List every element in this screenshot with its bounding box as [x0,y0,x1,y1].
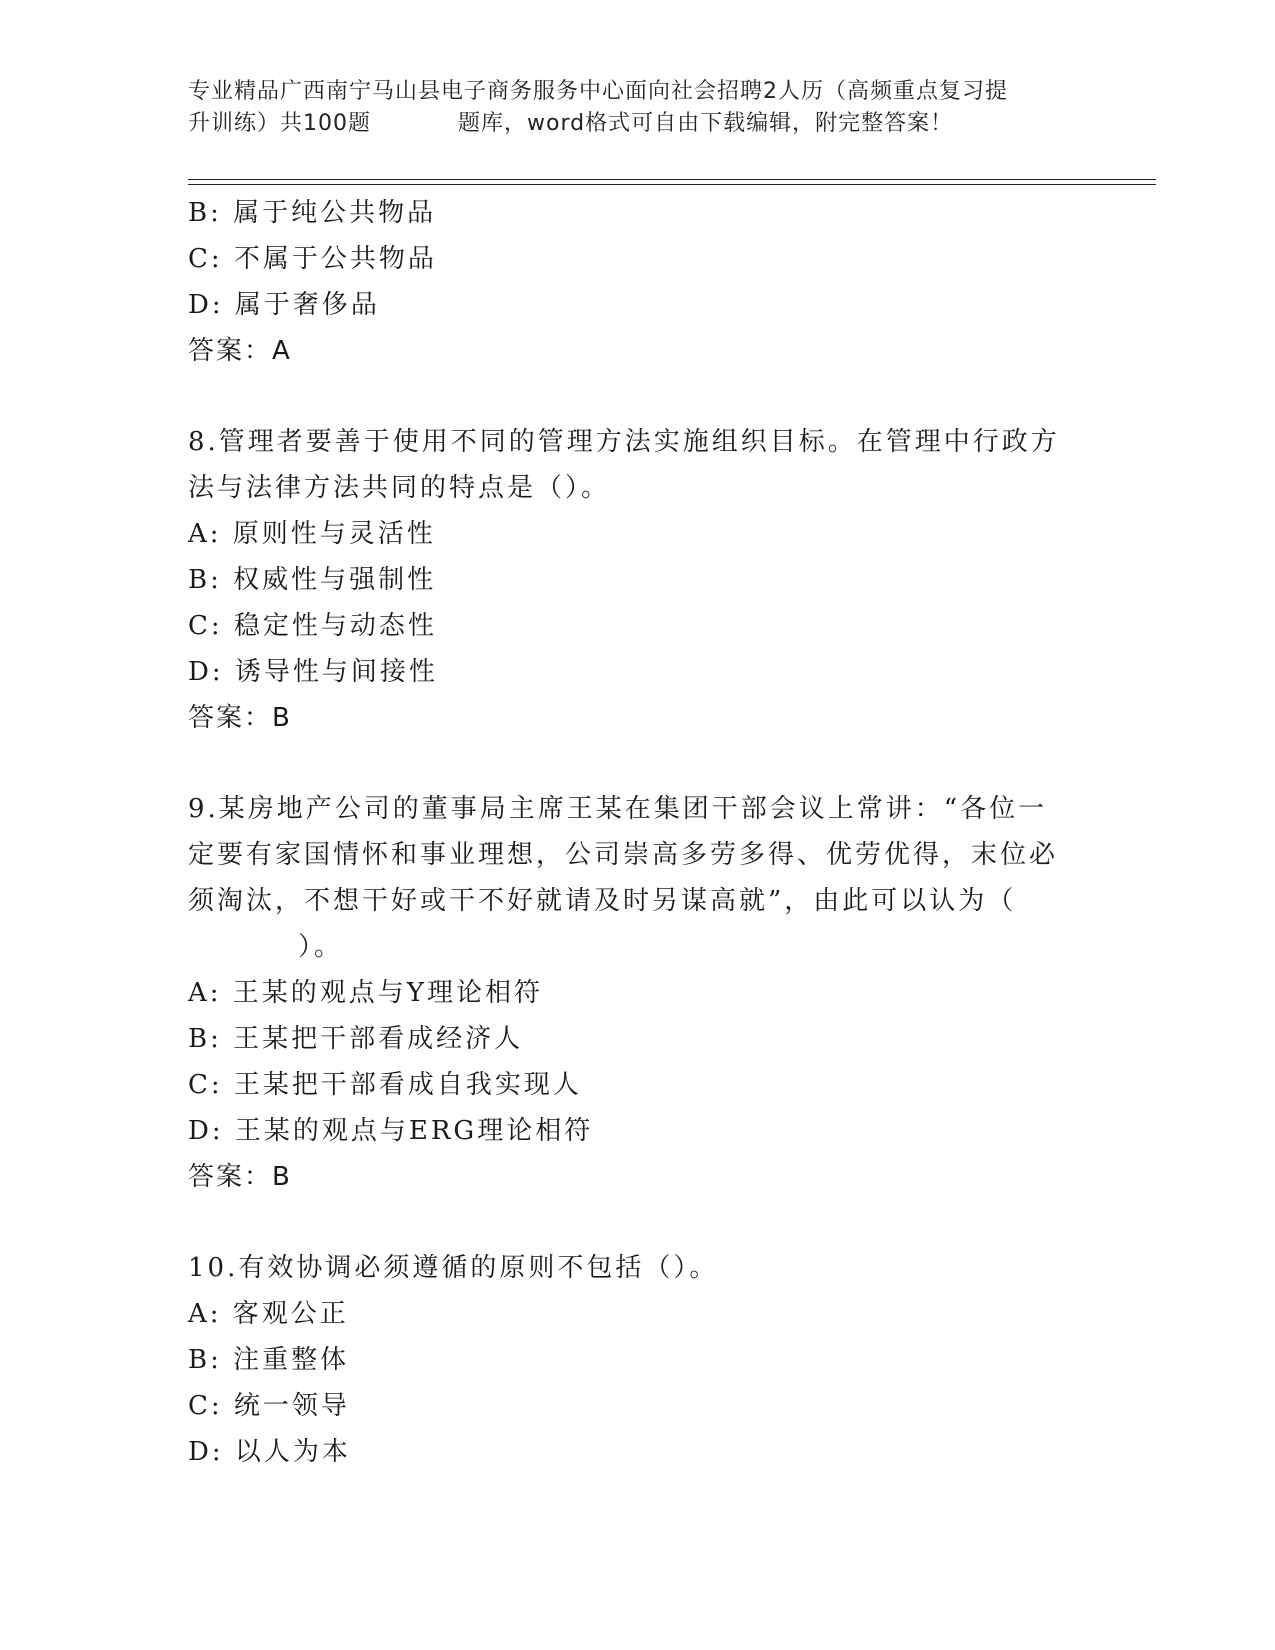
option-a: A: 原则性与灵活性 [188,519,436,549]
answer: 答案：B [188,1162,292,1192]
question-stem-line: ）。 [298,932,344,962]
answer: 答案：B [188,703,292,733]
header-line-2-right: 题库，word格式可自由下载编辑，附完整答案！ [458,111,954,136]
option-b: B: 王某把干部看成经济人 [188,1024,524,1054]
option-b: B: 属于纯公共物品 [188,198,437,228]
answer: 答案：A [188,336,292,366]
option-c: C: 王某把干部看成自我实现人 [188,1070,582,1100]
option-d: D: 诱导性与间接性 [188,657,438,687]
question-stem-line: 须淘汰，不想干好或干不好就请及时另谋高就”，由此可以认为（ [188,886,1017,916]
option-a: A: 客观公正 [188,1299,349,1329]
header-line-1: 专业精品广西南宁马山县电子商务服务中心面向社会招聘2人历（高频重点复习提 [188,79,1008,104]
option-c: C: 稳定性与动态性 [188,611,437,641]
question-8 [188,419,1088,741]
question-7 [188,190,1088,374]
question-stem-line: 法与法律方法共同的特点是（）。 [188,473,611,503]
question-10 [188,1245,1088,1475]
question-9 [188,786,1088,1200]
header-line-2 [188,108,1088,140]
option-d: D: 属于奢侈品 [188,290,380,320]
header-divider-bottom [188,184,1156,185]
header-line-2-left: 升训练）共100题 [188,111,371,136]
option-c: C: 不属于公共物品 [188,244,437,274]
option-c: C: 统一领导 [188,1391,350,1421]
page-header [188,76,1088,140]
question-stem-line: 8.管理者要善于使用不同的管理方法实施组织目标。在管理中行政方 [188,427,1060,457]
option-b: B: 权威性与强制性 [188,565,437,595]
question-content [188,190,1088,1475]
question-stem-line: 定要有家国情怀和事业理想，公司崇高多劳多得、优劳优得，末位必 [188,840,1059,870]
question-stem-line: 10.有效协调必须遵循的原则不包括（）。 [188,1253,719,1283]
option-d: D: 以人为本 [188,1437,351,1467]
question-stem-line: 9.某房地产公司的董事局主席王某在集团干部会议上常讲：“各位一 [188,794,1048,824]
option-d: D: 王某的观点与ERG理论相符 [188,1116,594,1146]
header-divider-top [188,179,1156,180]
option-a: A: 王某的观点与Y理论相符 [188,978,543,1008]
option-b: B: 注重整体 [188,1345,350,1375]
